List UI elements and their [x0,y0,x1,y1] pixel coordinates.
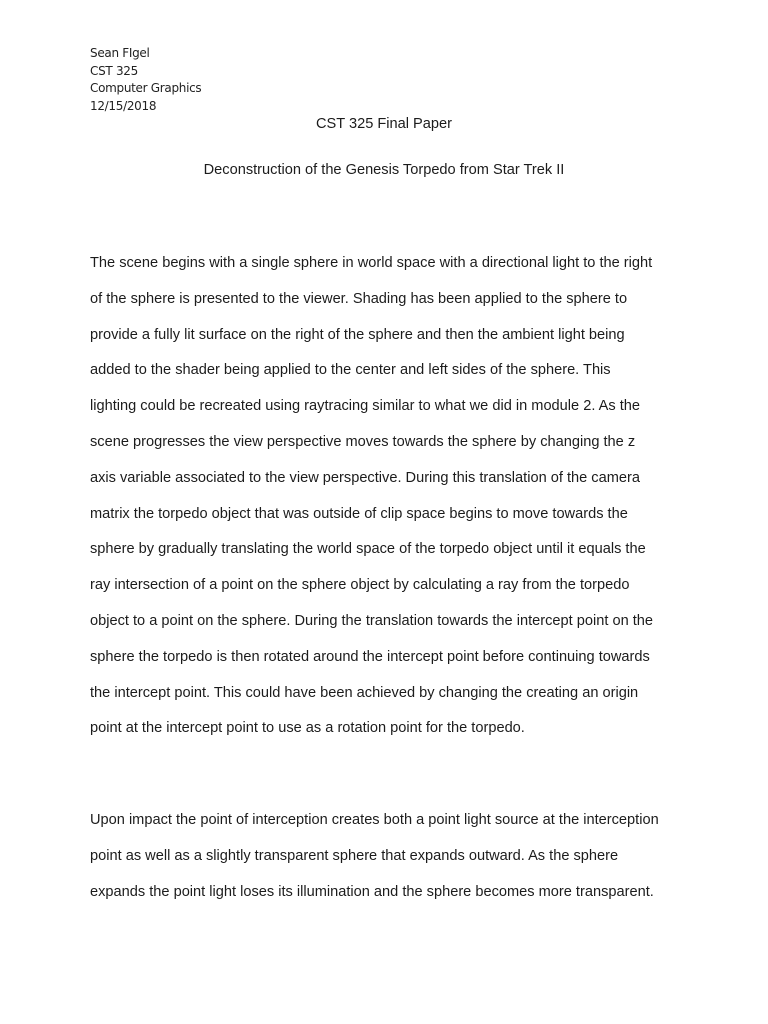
paragraph-line: sphere by gradually translating the world space of the torpedo object until it equals the [90,541,646,558]
paragraph-line: axis variable associated to the view perspective. During this translation of the camera [90,469,640,486]
paper-date: 12/15/2018 [90,98,157,113]
paragraph-line: ray intersection of a point on the sphere object by calculating a ray from the torpedo [90,577,630,594]
paragraph-line: provide a fully lit surface on the right of the sphere and then the ambient light being [90,326,625,343]
author-header [90,45,201,115]
paragraph-line: object to a point on the sphere. During the translation towards the intercept point on the [90,612,654,629]
paragraph-line: sphere the torpedo is then rotated around the intercept point before continuing towards [90,648,650,665]
paragraph-line: the intercept point. This could have been achieved by changing the creating an origin [90,684,639,701]
body-paragraph [90,253,653,754]
paragraph-line: The scene begins with a single sphere in world space with a directional light to the right [90,255,653,271]
course-code: CST 325 [90,63,138,78]
paragraph-line: scene progresses the view perspective moves towards the sphere by changing the z [90,433,636,450]
author-name: Sean FIgel [90,46,150,60]
document-subtitle: Deconstruction of the Genesis Torpedo from Star Trek II [203,162,565,178]
paragraph-line: lighting could be recreated using raytracing similar to what we did in module 2. As the [90,398,640,415]
paragraph-line: added to the shader being applied to the center and left sides of the sphere. This [90,362,611,379]
paragraph-line: point as well as a slightly transparent sphere that expands outward. As the sphere [90,847,619,864]
paragraph-line: point at the intercept point to use as a rotation point for the torpedo. [90,720,525,737]
course-name: Computer Graphics [90,81,202,95]
document-title: CST 325 Final Paper [315,116,452,132]
paragraph-line: matrix the torpedo object that was outside of clip space begins to move towards the [90,505,628,522]
paragraph-line: Upon impact the point of interception creates both a point light source at the interception [90,812,659,828]
body-paragraph [90,810,659,917]
paragraph-line: of the sphere is presented to the viewer. Shading has been applied to the sphere to [90,290,628,307]
paragraph-line: expands the point light loses its illumination and the sphere becomes more transparent. [90,883,654,900]
